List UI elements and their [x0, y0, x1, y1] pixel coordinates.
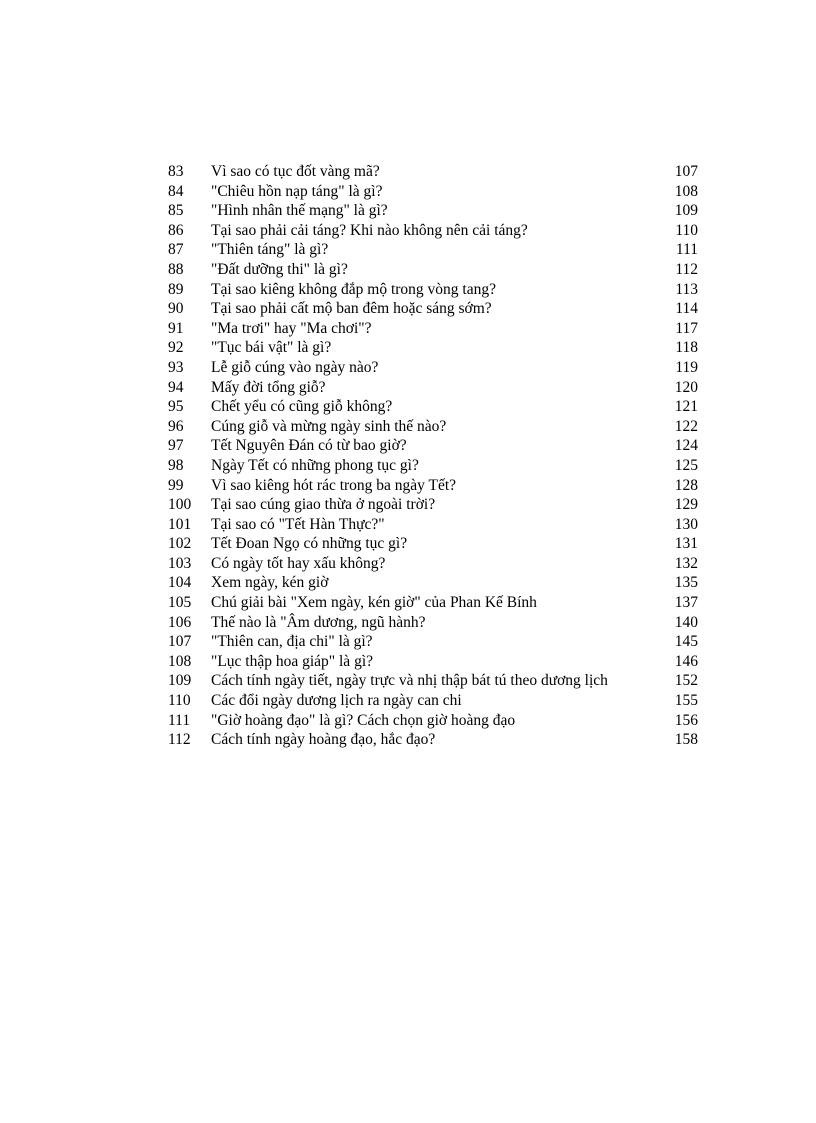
toc-entry	[168, 515, 698, 535]
toc-entry-page-number: 124	[674, 437, 698, 455]
toc-entry	[168, 730, 698, 750]
toc-entry-title: Tại sao cúng giao thừa ở ngoài trời?	[211, 496, 436, 514]
toc-entry-title: Mấy đời tổng giỗ?	[211, 378, 326, 396]
toc-entry	[168, 240, 698, 260]
toc-entry	[168, 476, 698, 496]
toc-entry-number: 103	[168, 554, 192, 572]
toc-entry	[168, 280, 698, 300]
toc-entry-page-number: 125	[674, 456, 698, 474]
toc-entry-page-number: 118	[675, 339, 698, 357]
toc-entry-page-number: 145	[674, 633, 698, 651]
toc-entry-page-number: 121	[674, 398, 698, 416]
toc-entry-page-number: 119	[675, 358, 698, 376]
toc-entry-number: 98	[168, 456, 184, 474]
toc-entry	[168, 652, 698, 672]
toc-entry-title: Cách tính ngày tiết, ngày trực và nhị thập bát tú theo dương lịch	[211, 672, 608, 690]
toc-entry-number: 95	[168, 398, 184, 416]
toc-entry	[168, 554, 698, 574]
toc-entry-number: 107	[168, 633, 192, 651]
toc-entry-number: 87	[168, 241, 184, 259]
toc-entry-number: 89	[168, 280, 184, 298]
toc-entry-number: 93	[168, 358, 184, 376]
toc-entry-title: Vì sao có tục đốt vàng mã?	[211, 163, 380, 180]
toc-entry-number: 112	[168, 731, 191, 749]
toc-entry	[168, 711, 698, 731]
toc-entry-page-number: 130	[674, 515, 698, 533]
toc-entry	[168, 456, 698, 476]
toc-entry-title: Tết Đoan Ngọ có những tục gì?	[211, 535, 408, 553]
toc-entry-title: "Ma trơi" hay "Ma chơi"?	[211, 319, 372, 337]
toc-entry	[168, 378, 698, 398]
toc-entry-number: 94	[168, 378, 184, 396]
toc-entry-number: 102	[168, 535, 192, 553]
toc-entry-number: 108	[168, 652, 192, 670]
toc-entry-page-number: 128	[674, 476, 698, 494]
toc-entry-number: 91	[168, 319, 184, 337]
toc-entry-number: 92	[168, 339, 184, 357]
toc-entry-page-number: 109	[674, 202, 698, 220]
toc-entry-number: 88	[168, 260, 184, 278]
toc-entry	[168, 417, 698, 437]
toc-entry-number: 84	[168, 182, 184, 200]
toc-entry-number: 85	[168, 202, 184, 220]
table-of-contents	[168, 162, 698, 750]
toc-entry-number: 101	[168, 515, 192, 533]
toc-entry-page-number: 132	[674, 554, 698, 572]
toc-entry-title: Tết Nguyên Đán có từ bao giờ?	[211, 437, 407, 455]
toc-entry	[168, 260, 698, 280]
toc-entry	[168, 671, 698, 691]
toc-entry-title: "Tục bái vật" là gì?	[211, 339, 332, 357]
toc-entry	[168, 632, 698, 652]
toc-entry-number: 110	[168, 692, 191, 710]
toc-entry-page-number: 120	[674, 378, 698, 396]
toc-entry-number: 100	[168, 496, 192, 514]
toc-entry-title: "Giờ hoàng đạo" là gì? Cách chọn giờ hoàng đạo	[211, 711, 516, 729]
toc-entry-title: "Đất dưỡng thi" là gì?	[211, 260, 348, 278]
toc-entry-title: "Chiêu hồn nạp táng" là gì?	[211, 182, 383, 200]
toc-entry-page-number: 140	[674, 613, 698, 631]
toc-entry	[168, 338, 698, 358]
toc-entry	[168, 593, 698, 613]
toc-entry-page-number: 135	[674, 574, 698, 592]
toc-entry-page-number: 129	[674, 496, 698, 514]
toc-entry-title: Tại sao phải cất mộ ban đêm hoặc sáng sớm?	[211, 300, 492, 318]
toc-entry-title: Thế nào là "Âm dương, ngũ hành?	[211, 613, 426, 631]
toc-entry-number: 104	[168, 574, 192, 592]
toc-entry-number: 96	[168, 417, 184, 435]
toc-entry-number: 97	[168, 437, 184, 455]
toc-entry	[168, 436, 698, 456]
toc-entry	[168, 691, 698, 711]
toc-entry-title: Tại sao phải cải táng? Khi nào không nên cải táng?	[211, 221, 528, 239]
toc-entry-title: Ngày Tết có những phong tục gì?	[211, 456, 419, 474]
toc-entry	[168, 201, 698, 221]
toc-entry-title: Chú giải bài "Xem ngày, kén giờ" của Phan Kế Bính	[211, 594, 537, 612]
toc-entry-title: "Thiên táng" là gì?	[211, 241, 329, 259]
toc-entry-page-number: 114	[675, 300, 698, 318]
toc-entry-title: Tại sao kiêng không đắp mộ trong vòng tang?	[211, 280, 496, 298]
toc-entry-page-number: 155	[674, 692, 698, 710]
toc-entry	[168, 397, 698, 417]
toc-entry-title: Cúng giỗ và mừng ngày sinh thế nào?	[211, 417, 447, 435]
toc-entry-page-number: 107	[674, 163, 698, 180]
toc-entry-title: Các đổi ngày dương lịch ra ngày can chi	[211, 692, 462, 710]
toc-entry-title: Vì sao kiêng hót rác trong ba ngày Tết?	[211, 476, 457, 494]
toc-entry-page-number: 110	[675, 221, 698, 239]
toc-entry-title: Chết yểu có cũng giỗ không?	[211, 398, 393, 416]
toc-entry-number: 105	[168, 594, 192, 612]
toc-entry-page-number: 117	[675, 319, 698, 337]
toc-entry-page-number: 122	[674, 417, 698, 435]
toc-entry-number: 86	[168, 221, 184, 239]
toc-entry-title: "Lục thập hoa giáp" là gì?	[211, 652, 374, 670]
toc-entry	[168, 534, 698, 554]
toc-entry-page-number: 137	[674, 594, 698, 612]
toc-entry-number: 83	[168, 163, 184, 180]
toc-entry	[168, 495, 698, 515]
toc-entry-page-number: 108	[674, 182, 698, 200]
toc-entry-page-number: 156	[674, 711, 698, 729]
toc-entry-title: Có ngày tốt hay xấu không?	[211, 554, 386, 572]
toc-entry-title: Xem ngày, kén giờ	[211, 574, 329, 592]
toc-entry-page-number: 158	[674, 731, 698, 749]
toc-entry-title: Lễ giỗ cúng vào ngày nào?	[211, 358, 379, 376]
toc-entry	[168, 182, 698, 202]
toc-entry-number: 99	[168, 476, 184, 494]
toc-entry-page-number: 111	[675, 241, 698, 259]
toc-entry	[168, 299, 698, 319]
toc-entry	[168, 573, 698, 593]
toc-entry-page-number: 112	[675, 260, 698, 278]
toc-entry-title: "Thiên can, địa chi" là gì?	[211, 633, 373, 651]
toc-entry-number: 111	[168, 711, 191, 729]
toc-entry	[168, 319, 698, 339]
toc-entry-page-number: 131	[674, 535, 698, 553]
toc-entry	[168, 162, 698, 182]
toc-entry-title: "Hình nhân thế mạng" là gì?	[211, 202, 388, 220]
toc-entry-title: Tại sao có "Tết Hàn Thực?"	[211, 515, 385, 533]
toc-entry-page-number: 152	[674, 672, 698, 690]
toc-entry-title: Cách tính ngày hoàng đạo, hắc đạo?	[211, 731, 436, 749]
toc-entry-page-number: 146	[674, 652, 698, 670]
toc-entry-number: 109	[168, 672, 192, 690]
toc-entry-number: 90	[168, 300, 184, 318]
toc-entry-number: 106	[168, 613, 192, 631]
toc-entry	[168, 221, 698, 241]
toc-entry-page-number: 113	[675, 280, 698, 298]
toc-entry	[168, 613, 698, 633]
toc-entry	[168, 358, 698, 378]
